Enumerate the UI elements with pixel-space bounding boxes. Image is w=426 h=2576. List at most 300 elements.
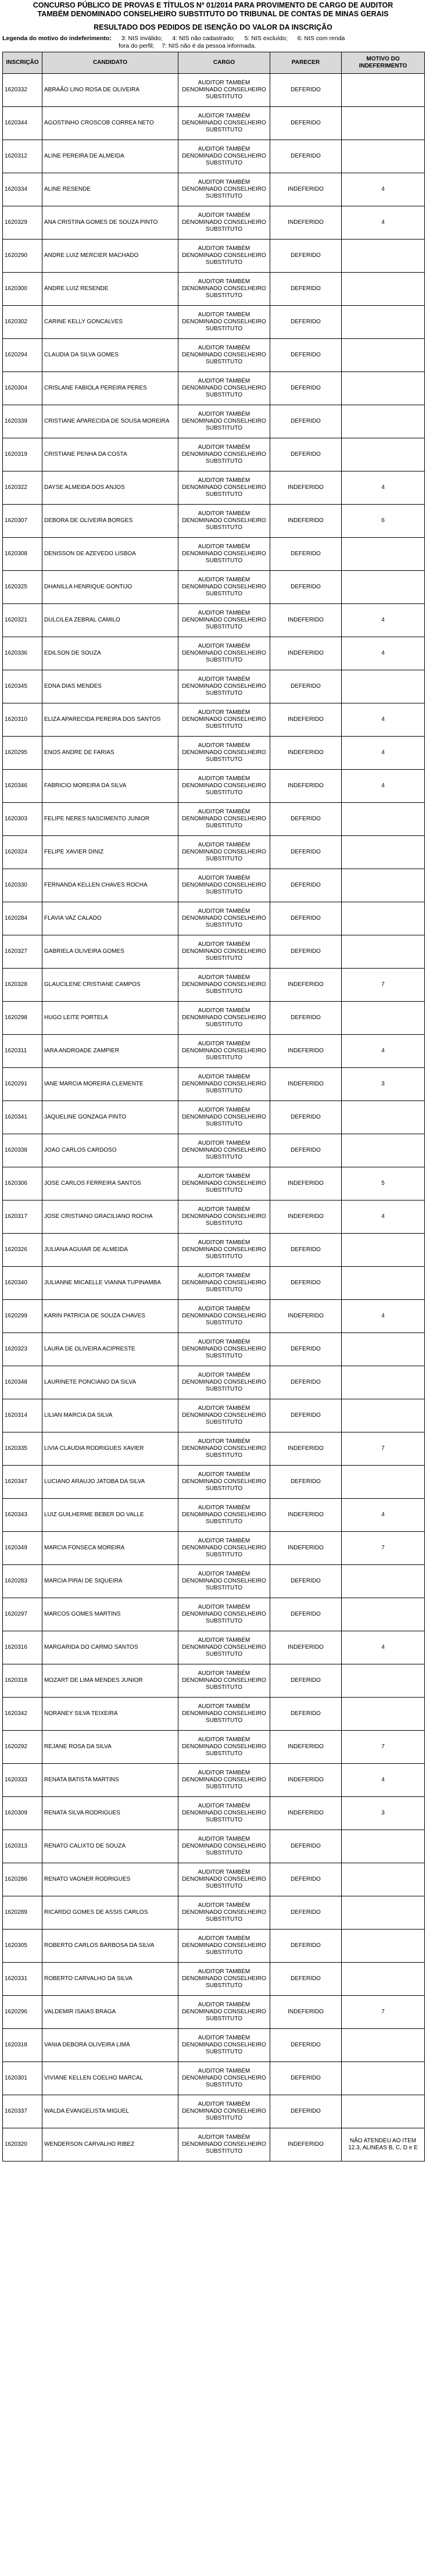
table-row bbox=[3, 1731, 425, 1764]
cell-parecer: DEFERIDO bbox=[270, 1598, 342, 1631]
table-row bbox=[3, 1035, 425, 1068]
cell-inscricao: 1620305 bbox=[3, 1930, 42, 1963]
cell-motivo: 4 bbox=[342, 206, 425, 240]
cell-motivo bbox=[342, 869, 425, 902]
cell-candidato: ROBERTO CARLOS BARBOSA DA SILVA bbox=[42, 1930, 178, 1963]
cell-motivo: 4 bbox=[342, 1035, 425, 1068]
table-row bbox=[3, 1698, 425, 1731]
table-row bbox=[3, 405, 425, 438]
cell-inscricao: 1620335 bbox=[3, 1432, 42, 1466]
table-row bbox=[3, 1399, 425, 1432]
cell-motivo bbox=[342, 803, 425, 836]
cell-inscricao: 1620296 bbox=[3, 1996, 42, 2029]
cell-candidato: DHANILLA HENRIQUE GONTIJO bbox=[42, 571, 178, 604]
cell-motivo: 3 bbox=[342, 1797, 425, 1830]
cell-motivo: 4 bbox=[342, 770, 425, 803]
cell-inscricao: 1620323 bbox=[3, 1333, 42, 1366]
cell-cargo: AUDITOR TAMBÉM DENOMINADO CONSELHEIRO SUBSTITUTO bbox=[178, 836, 270, 869]
cell-candidato: ANDRE LUIZ MERCIER MACHADO bbox=[42, 240, 178, 273]
cell-parecer: DEFERIDO bbox=[270, 1002, 342, 1035]
cell-motivo bbox=[342, 1134, 425, 1167]
cell-candidato: RICARDO GOMES DE ASSIS CARLOS bbox=[42, 1896, 178, 1930]
table-row bbox=[3, 1267, 425, 1300]
cell-parecer: DEFERIDO bbox=[270, 1234, 342, 1267]
cell-parecer: DEFERIDO bbox=[270, 372, 342, 405]
cell-parecer: DEFERIDO bbox=[270, 571, 342, 604]
cell-inscricao: 1620344 bbox=[3, 107, 42, 140]
cell-cargo: AUDITOR TAMBÉM DENOMINADO CONSELHEIRO SUBSTITUTO bbox=[178, 1664, 270, 1698]
cell-candidato: IANE MARCIA MOREIRA CLEMENTE bbox=[42, 1068, 178, 1101]
cell-parecer: DEFERIDO bbox=[270, 670, 342, 703]
cell-candidato: CRISTIANE APARECIDA DE SOUSA MOREIRA bbox=[42, 405, 178, 438]
table-row bbox=[3, 604, 425, 637]
table-row bbox=[3, 505, 425, 538]
cell-cargo: AUDITOR TAMBÉM DENOMINADO CONSELHEIRO SUBSTITUTO bbox=[178, 1963, 270, 1996]
cell-motivo: 7 bbox=[342, 1432, 425, 1466]
cell-inscricao: 1620329 bbox=[3, 206, 42, 240]
cell-candidato: KARIN PATRICIA DE SOUZA CHAVES bbox=[42, 1300, 178, 1333]
cell-motivo: 4 bbox=[342, 173, 425, 206]
cell-motivo: 4 bbox=[342, 471, 425, 505]
cell-parecer: INDEFERIDO bbox=[270, 1797, 342, 1830]
table-row bbox=[3, 969, 425, 1002]
cell-parecer: INDEFERIDO bbox=[270, 1068, 342, 1101]
cell-candidato: EDILSON DE SOUZA bbox=[42, 637, 178, 670]
cell-inscricao: 1620318 bbox=[3, 2029, 42, 2062]
cell-parecer: INDEFERIDO bbox=[270, 969, 342, 1002]
cell-inscricao: 1620320 bbox=[3, 2128, 42, 2161]
cell-parecer: DEFERIDO bbox=[270, 1466, 342, 1499]
cell-candidato: FERNANDA KELLEN CHAVES ROCHA bbox=[42, 869, 178, 902]
cell-cargo: AUDITOR TAMBÉM DENOMINADO CONSELHEIRO SUBSTITUTO bbox=[178, 1300, 270, 1333]
cell-parecer: DEFERIDO bbox=[270, 140, 342, 173]
cell-motivo: 7 bbox=[342, 1996, 425, 2029]
cell-motivo: 7 bbox=[342, 1532, 425, 1565]
table-row bbox=[3, 1930, 425, 1963]
cell-inscricao: 1620337 bbox=[3, 2095, 42, 2128]
cell-parecer: DEFERIDO bbox=[270, 1134, 342, 1167]
table-row bbox=[3, 339, 425, 372]
cell-cargo: AUDITOR TAMBÉM DENOMINADO CONSELHEIRO SUBSTITUTO bbox=[178, 1698, 270, 1731]
cell-cargo: AUDITOR TAMBÉM DENOMINADO CONSELHEIRO SUBSTITUTO bbox=[178, 737, 270, 770]
cell-inscricao: 1620298 bbox=[3, 1002, 42, 1035]
cell-inscricao: 1620348 bbox=[3, 1366, 42, 1399]
cell-cargo: AUDITOR TAMBÉM DENOMINADO CONSELHEIRO SUBSTITUTO bbox=[178, 604, 270, 637]
cell-parecer: DEFERIDO bbox=[270, 803, 342, 836]
cell-cargo: AUDITOR TAMBÉM DENOMINADO CONSELHEIRO SUBSTITUTO bbox=[178, 1333, 270, 1366]
cell-parecer: DEFERIDO bbox=[270, 1963, 342, 1996]
cell-candidato: DENISSON DE AZEVEDO LISBOA bbox=[42, 538, 178, 571]
cell-candidato: ROBERTO CARVALHO DA SILVA bbox=[42, 1963, 178, 1996]
cell-inscricao: 1620309 bbox=[3, 1797, 42, 1830]
cell-candidato: CARINE KELLY GONCALVES bbox=[42, 306, 178, 339]
cell-inscricao: 1620312 bbox=[3, 140, 42, 173]
cell-inscricao: 1620334 bbox=[3, 173, 42, 206]
cell-inscricao: 1620295 bbox=[3, 737, 42, 770]
cell-inscricao: 1620342 bbox=[3, 1698, 42, 1731]
cell-parecer: INDEFERIDO bbox=[270, 737, 342, 770]
cell-inscricao: 1620347 bbox=[3, 1466, 42, 1499]
cell-inscricao: 1620332 bbox=[3, 74, 42, 107]
cell-candidato: JOSE CARLOS FERREIRA SANTOS bbox=[42, 1167, 178, 1201]
cell-candidato: WALDA EVANGELISTA MIGUEL bbox=[42, 2095, 178, 2128]
cell-inscricao: 1620336 bbox=[3, 637, 42, 670]
cell-cargo: AUDITOR TAMBÉM DENOMINADO CONSELHEIRO SUBSTITUTO bbox=[178, 2029, 270, 2062]
cell-cargo: AUDITOR TAMBÉM DENOMINADO CONSELHEIRO SUBSTITUTO bbox=[178, 637, 270, 670]
cell-motivo bbox=[342, 1664, 425, 1698]
title-line-2: TAMBÉM DENOMINADO CONSELHEIRO SUBSTITUTO DO TRIBUNAL DE CONTAS DE MINAS GERAIS bbox=[37, 10, 389, 18]
cell-parecer: INDEFERIDO bbox=[270, 1201, 342, 1234]
table-row bbox=[3, 1830, 425, 1863]
cell-motivo bbox=[342, 1366, 425, 1399]
cell-motivo bbox=[342, 74, 425, 107]
cell-motivo: 4 bbox=[342, 1631, 425, 1664]
cell-motivo: 3 bbox=[342, 1068, 425, 1101]
cell-inscricao: 1620330 bbox=[3, 869, 42, 902]
cell-cargo: AUDITOR TAMBÉM DENOMINADO CONSELHEIRO SUBSTITUTO bbox=[178, 1830, 270, 1863]
cell-cargo: AUDITOR TAMBÉM DENOMINADO CONSELHEIRO SUBSTITUTO bbox=[178, 1863, 270, 1896]
cell-candidato: ELIZA APARECIDA PEREIRA DOS SANTOS bbox=[42, 703, 178, 737]
cell-motivo bbox=[342, 1930, 425, 1963]
cell-inscricao: 1620319 bbox=[3, 438, 42, 471]
cell-inscricao: 1620294 bbox=[3, 339, 42, 372]
cell-motivo: 4 bbox=[342, 1764, 425, 1797]
cell-motivo bbox=[342, 140, 425, 173]
cell-candidato: WENDERSON CARVALHO RIBEZ bbox=[42, 2128, 178, 2161]
results-table bbox=[2, 52, 425, 2161]
table-row bbox=[3, 2029, 425, 2062]
cell-candidato: VALDEMIR ISAIAS BRAGA bbox=[42, 1996, 178, 2029]
cell-motivo bbox=[342, 670, 425, 703]
cell-candidato: RENATO CALIXTO DE SOUZA bbox=[42, 1830, 178, 1863]
cell-candidato: MOZART DE LIMA MENDES JUNIOR bbox=[42, 1664, 178, 1698]
cell-cargo: AUDITOR TAMBÉM DENOMINADO CONSELHEIRO SUBSTITUTO bbox=[178, 1532, 270, 1565]
table-row bbox=[3, 803, 425, 836]
cell-motivo bbox=[342, 273, 425, 306]
cell-parecer: DEFERIDO bbox=[270, 1830, 342, 1863]
cell-cargo: AUDITOR TAMBÉM DENOMINADO CONSELHEIRO SUBSTITUTO bbox=[178, 306, 270, 339]
cell-inscricao: 1620341 bbox=[3, 1101, 42, 1134]
cell-motivo bbox=[342, 2062, 425, 2095]
cell-cargo: AUDITOR TAMBÉM DENOMINADO CONSELHEIRO SUBSTITUTO bbox=[178, 1068, 270, 1101]
cell-candidato: DULCILEA ZEBRAL CAMILO bbox=[42, 604, 178, 637]
cell-cargo: AUDITOR TAMBÉM DENOMINADO CONSELHEIRO SUBSTITUTO bbox=[178, 339, 270, 372]
cell-parecer: DEFERIDO bbox=[270, 935, 342, 969]
table-row bbox=[3, 1499, 425, 1532]
table-row bbox=[3, 770, 425, 803]
cell-parecer: DEFERIDO bbox=[270, 1366, 342, 1399]
cell-cargo: AUDITOR TAMBÉM DENOMINADO CONSELHEIRO SUBSTITUTO bbox=[178, 1035, 270, 1068]
cell-candidato: MARGARIDA DO CARMO SANTOS bbox=[42, 1631, 178, 1664]
legend-code-6b: fora do perfil; bbox=[119, 42, 155, 49]
table-row bbox=[3, 140, 425, 173]
cell-inscricao: 1620311 bbox=[3, 1035, 42, 1068]
cell-cargo: AUDITOR TAMBÉM DENOMINADO CONSELHEIRO SUBSTITUTO bbox=[178, 1201, 270, 1234]
cell-cargo: AUDITOR TAMBÉM DENOMINADO CONSELHEIRO SUBSTITUTO bbox=[178, 273, 270, 306]
cell-motivo bbox=[342, 107, 425, 140]
cell-inscricao: 1620291 bbox=[3, 1068, 42, 1101]
cell-candidato: GABRIELA OLIVEIRA GOMES bbox=[42, 935, 178, 969]
cell-inscricao: 1620345 bbox=[3, 670, 42, 703]
table-row bbox=[3, 1996, 425, 2029]
cell-inscricao: 1620283 bbox=[3, 1565, 42, 1598]
cell-cargo: AUDITOR TAMBÉM DENOMINADO CONSELHEIRO SUBSTITUTO bbox=[178, 969, 270, 1002]
cell-cargo: AUDITOR TAMBÉM DENOMINADO CONSELHEIRO SUBSTITUTO bbox=[178, 173, 270, 206]
cell-cargo: AUDITOR TAMBÉM DENOMINADO CONSELHEIRO SUBSTITUTO bbox=[178, 1432, 270, 1466]
table-row bbox=[3, 1002, 425, 1035]
cell-candidato: LUIZ GUILHERME BEBER DO VALLE bbox=[42, 1499, 178, 1532]
cell-inscricao: 1620349 bbox=[3, 1532, 42, 1565]
cell-motivo bbox=[342, 240, 425, 273]
cell-inscricao: 1620299 bbox=[3, 1300, 42, 1333]
cell-cargo: AUDITOR TAMBÉM DENOMINADO CONSELHEIRO SUBSTITUTO bbox=[178, 1101, 270, 1134]
cell-parecer: DEFERIDO bbox=[270, 2062, 342, 2095]
cell-parecer: DEFERIDO bbox=[270, 273, 342, 306]
cell-inscricao: 1620313 bbox=[3, 1830, 42, 1863]
cell-inscricao: 1620339 bbox=[3, 405, 42, 438]
cell-motivo bbox=[342, 571, 425, 604]
cell-motivo bbox=[342, 1863, 425, 1896]
cell-inscricao: 1620292 bbox=[3, 1731, 42, 1764]
cell-motivo bbox=[342, 405, 425, 438]
cell-candidato: CRISLANE FABIOLA PEREIRA PERES bbox=[42, 372, 178, 405]
cell-cargo: AUDITOR TAMBÉM DENOMINADO CONSELHEIRO SUBSTITUTO bbox=[178, 1167, 270, 1201]
cell-inscricao: 1620326 bbox=[3, 1234, 42, 1267]
cell-parecer: DEFERIDO bbox=[270, 836, 342, 869]
cell-cargo: AUDITOR TAMBÉM DENOMINADO CONSELHEIRO SUBSTITUTO bbox=[178, 1996, 270, 2029]
cell-parecer: DEFERIDO bbox=[270, 306, 342, 339]
cell-inscricao: 1620325 bbox=[3, 571, 42, 604]
cell-motivo: 4 bbox=[342, 1499, 425, 1532]
cell-cargo: AUDITOR TAMBÉM DENOMINADO CONSELHEIRO SUBSTITUTO bbox=[178, 1234, 270, 1267]
cell-parecer: INDEFERIDO bbox=[270, 1764, 342, 1797]
cell-cargo: AUDITOR TAMBÉM DENOMINADO CONSELHEIRO SUBSTITUTO bbox=[178, 74, 270, 107]
cell-motivo bbox=[342, 1101, 425, 1134]
cell-candidato: LILIAN MARCIA DA SILVA bbox=[42, 1399, 178, 1432]
table-row bbox=[3, 703, 425, 737]
cell-cargo: AUDITOR TAMBÉM DENOMINADO CONSELHEIRO SUBSTITUTO bbox=[178, 571, 270, 604]
table-row bbox=[3, 306, 425, 339]
cell-motivo bbox=[342, 1565, 425, 1598]
cell-cargo: AUDITOR TAMBÉM DENOMINADO CONSELHEIRO SUBSTITUTO bbox=[178, 1565, 270, 1598]
table-row bbox=[3, 1134, 425, 1167]
document-subtitle: RESULTADO DOS PEDIDOS DE ISENÇÃO DO VALOR DA INSCRIÇÃO bbox=[94, 23, 332, 31]
cell-cargo: AUDITOR TAMBÉM DENOMINADO CONSELHEIRO SUBSTITUTO bbox=[178, 107, 270, 140]
cell-parecer: DEFERIDO bbox=[270, 902, 342, 935]
cell-inscricao: 1620328 bbox=[3, 969, 42, 1002]
cell-candidato: DAYSE ALMEIDA DOS ANJOS bbox=[42, 471, 178, 505]
cell-candidato: GLAUCILENE CRISTIANE CAMPOS bbox=[42, 969, 178, 1002]
cell-motivo bbox=[342, 1333, 425, 1366]
cell-cargo: AUDITOR TAMBÉM DENOMINADO CONSELHEIRO SUBSTITUTO bbox=[178, 471, 270, 505]
cell-candidato: JULIANA AGUIAR DE ALMEIDA bbox=[42, 1234, 178, 1267]
cell-candidato: EDNA DIAS MENDES bbox=[42, 670, 178, 703]
cell-inscricao: 1620331 bbox=[3, 1963, 42, 1996]
legend-line-1 bbox=[2, 35, 424, 42]
cell-candidato: ALINE PEREIRA DE ALMEIDA bbox=[42, 140, 178, 173]
cell-motivo bbox=[342, 1698, 425, 1731]
cell-cargo: AUDITOR TAMBÉM DENOMINADO CONSELHEIRO SUBSTITUTO bbox=[178, 1598, 270, 1631]
legend-label: Legenda do motivo do indeferimento: bbox=[2, 35, 112, 42]
cell-motivo: 5 bbox=[342, 1167, 425, 1201]
cell-motivo: 4 bbox=[342, 1201, 425, 1234]
cell-parecer: INDEFERIDO bbox=[270, 770, 342, 803]
cell-parecer: INDEFERIDO bbox=[270, 1532, 342, 1565]
cell-candidato: ANDRE LUIZ RESENDE bbox=[42, 273, 178, 306]
table-row bbox=[3, 1101, 425, 1134]
cell-inscricao: 1620317 bbox=[3, 1201, 42, 1234]
cell-parecer: INDEFERIDO bbox=[270, 1499, 342, 1532]
cell-inscricao: 1620307 bbox=[3, 505, 42, 538]
table-row bbox=[3, 173, 425, 206]
cell-motivo bbox=[342, 1896, 425, 1930]
cell-inscricao: 1620302 bbox=[3, 306, 42, 339]
cell-motivo bbox=[342, 1267, 425, 1300]
cell-motivo bbox=[342, 538, 425, 571]
table-row bbox=[3, 1234, 425, 1267]
cell-inscricao: 1620297 bbox=[3, 1598, 42, 1631]
cell-parecer: DEFERIDO bbox=[270, 538, 342, 571]
cell-parecer: INDEFERIDO bbox=[270, 604, 342, 637]
cell-parecer: DEFERIDO bbox=[270, 1565, 342, 1598]
table-row bbox=[3, 1300, 425, 1333]
cell-parecer: DEFERIDO bbox=[270, 1863, 342, 1896]
cell-candidato: HUGO LEITE PORTELA bbox=[42, 1002, 178, 1035]
cell-candidato: VANIA DEBORA OLIVEIRA LIMA bbox=[42, 2029, 178, 2062]
cell-inscricao: 1620314 bbox=[3, 1399, 42, 1432]
cell-candidato: ENOS ANDRE DE FARIAS bbox=[42, 737, 178, 770]
cell-candidato: LIVIA CLAUDIA RODRIGUES XAVIER bbox=[42, 1432, 178, 1466]
legend-code-6a: 6: NIS com renda bbox=[297, 35, 345, 42]
legend-code-3: 3: NIS inválido; bbox=[121, 35, 163, 42]
cell-cargo: AUDITOR TAMBÉM DENOMINADO CONSELHEIRO SUBSTITUTO bbox=[178, 935, 270, 969]
cell-motivo bbox=[342, 1466, 425, 1499]
cell-motivo: 7 bbox=[342, 969, 425, 1002]
table-row bbox=[3, 2128, 425, 2161]
cell-parecer: INDEFERIDO bbox=[270, 471, 342, 505]
cell-candidato: ABRAÃO LINO ROSA DE OLIVEIRA bbox=[42, 74, 178, 107]
cell-inscricao: 1620306 bbox=[3, 1167, 42, 1201]
cell-candidato: RENATO VAGNER RODRIGUES bbox=[42, 1863, 178, 1896]
cell-parecer: DEFERIDO bbox=[270, 1333, 342, 1366]
cell-parecer: INDEFERIDO bbox=[270, 1996, 342, 2029]
cell-candidato: IARA ANDROADE ZAMPIER bbox=[42, 1035, 178, 1068]
cell-cargo: AUDITOR TAMBÉM DENOMINADO CONSELHEIRO SUBSTITUTO bbox=[178, 1134, 270, 1167]
table-row bbox=[3, 107, 425, 140]
cell-cargo: AUDITOR TAMBÉM DENOMINADO CONSELHEIRO SUBSTITUTO bbox=[178, 1631, 270, 1664]
cell-motivo bbox=[342, 1399, 425, 1432]
cell-motivo: 4 bbox=[342, 703, 425, 737]
cell-inscricao: 1620310 bbox=[3, 703, 42, 737]
document-title bbox=[0, 0, 426, 19]
cell-parecer: DEFERIDO bbox=[270, 1101, 342, 1134]
cell-cargo: AUDITOR TAMBÉM DENOMINADO CONSELHEIRO SUBSTITUTO bbox=[178, 770, 270, 803]
cell-candidato: RENATA SILVA RODRIGUES bbox=[42, 1797, 178, 1830]
cell-candidato: MARCOS GOMES MARTINS bbox=[42, 1598, 178, 1631]
cell-inscricao: 1620340 bbox=[3, 1267, 42, 1300]
cell-candidato: ALINE RESENDE bbox=[42, 173, 178, 206]
cell-motivo bbox=[342, 372, 425, 405]
table-row bbox=[3, 1068, 425, 1101]
table-row bbox=[3, 2062, 425, 2095]
cell-inscricao: 1620327 bbox=[3, 935, 42, 969]
cell-candidato: MARCIA PIRAI DE SIQUEIRA bbox=[42, 1565, 178, 1598]
cell-parecer: INDEFERIDO bbox=[270, 1731, 342, 1764]
cell-parecer: INDEFERIDO bbox=[270, 637, 342, 670]
cell-parecer: DEFERIDO bbox=[270, 405, 342, 438]
table-row bbox=[3, 471, 425, 505]
header-candidato: CANDIDATO bbox=[42, 52, 178, 74]
cell-parecer: INDEFERIDO bbox=[270, 1167, 342, 1201]
cell-candidato: LAURA DE OLIVEIRA ACIPRESTE bbox=[42, 1333, 178, 1366]
cell-motivo bbox=[342, 306, 425, 339]
cell-cargo: AUDITOR TAMBÉM DENOMINADO CONSELHEIRO SUBSTITUTO bbox=[178, 803, 270, 836]
cell-candidato: LUCIANO ARAUJO JATOBA DA SILVA bbox=[42, 1466, 178, 1499]
cell-cargo: AUDITOR TAMBÉM DENOMINADO CONSELHEIRO SUBSTITUTO bbox=[178, 1399, 270, 1432]
table-row bbox=[3, 1333, 425, 1366]
cell-inscricao: 1620343 bbox=[3, 1499, 42, 1532]
cell-parecer: DEFERIDO bbox=[270, 1698, 342, 1731]
cell-candidato: RENATA BATISTA MARTINS bbox=[42, 1764, 178, 1797]
table-row bbox=[3, 1863, 425, 1896]
cell-candidato: REJANE ROSA DA SILVA bbox=[42, 1731, 178, 1764]
cell-parecer: DEFERIDO bbox=[270, 2095, 342, 2128]
table-row bbox=[3, 571, 425, 604]
table-row bbox=[3, 1764, 425, 1797]
cell-motivo bbox=[342, 2095, 425, 2128]
cell-parecer: INDEFERIDO bbox=[270, 1432, 342, 1466]
table-row bbox=[3, 538, 425, 571]
cell-motivo bbox=[342, 1830, 425, 1863]
legend bbox=[2, 35, 424, 50]
cell-parecer: INDEFERIDO bbox=[270, 206, 342, 240]
cell-candidato: JAQUELINE GONZAGA PINTO bbox=[42, 1101, 178, 1134]
cell-inscricao: 1620316 bbox=[3, 1631, 42, 1664]
cell-cargo: AUDITOR TAMBÉM DENOMINADO CONSELHEIRO SUBSTITUTO bbox=[178, 902, 270, 935]
cell-motivo: 4 bbox=[342, 637, 425, 670]
cell-candidato: NORANEY SILVA TEIXEIRA bbox=[42, 1698, 178, 1731]
cell-cargo: AUDITOR TAMBÉM DENOMINADO CONSELHEIRO SUBSTITUTO bbox=[178, 405, 270, 438]
cell-cargo: AUDITOR TAMBÉM DENOMINADO CONSELHEIRO SUBSTITUTO bbox=[178, 1731, 270, 1764]
table-row bbox=[3, 902, 425, 935]
cell-motivo bbox=[342, 1963, 425, 1996]
cell-motivo: 4 bbox=[342, 604, 425, 637]
cell-parecer: DEFERIDO bbox=[270, 1399, 342, 1432]
table-row bbox=[3, 637, 425, 670]
table-row bbox=[3, 1631, 425, 1664]
cell-parecer: DEFERIDO bbox=[270, 339, 342, 372]
table-row bbox=[3, 1797, 425, 1830]
cell-motivo: 4 bbox=[342, 1300, 425, 1333]
cell-inscricao: 1620324 bbox=[3, 836, 42, 869]
table-row bbox=[3, 1598, 425, 1631]
cell-candidato: MARCIA FONSECA MOREIRA bbox=[42, 1532, 178, 1565]
table-row bbox=[3, 1896, 425, 1930]
cell-cargo: AUDITOR TAMBÉM DENOMINADO CONSELHEIRO SUBSTITUTO bbox=[178, 1764, 270, 1797]
cell-cargo: AUDITOR TAMBÉM DENOMINADO CONSELHEIRO SUBSTITUTO bbox=[178, 1499, 270, 1532]
cell-inscricao: 1620303 bbox=[3, 803, 42, 836]
cell-candidato: CRISTIANE PENHA DA COSTA bbox=[42, 438, 178, 471]
cell-inscricao: 1620290 bbox=[3, 240, 42, 273]
cell-candidato: FLAVIA VAZ CALADO bbox=[42, 902, 178, 935]
table-row bbox=[3, 1664, 425, 1698]
cell-inscricao: 1620318 bbox=[3, 1664, 42, 1698]
cell-candidato: JOAO CARLOS CARDOSO bbox=[42, 1134, 178, 1167]
cell-candidato: FABRICIO MOREIRA DA SILVA bbox=[42, 770, 178, 803]
cell-inscricao: 1620284 bbox=[3, 902, 42, 935]
cell-parecer: INDEFERIDO bbox=[270, 1300, 342, 1333]
cell-parecer: DEFERIDO bbox=[270, 2029, 342, 2062]
